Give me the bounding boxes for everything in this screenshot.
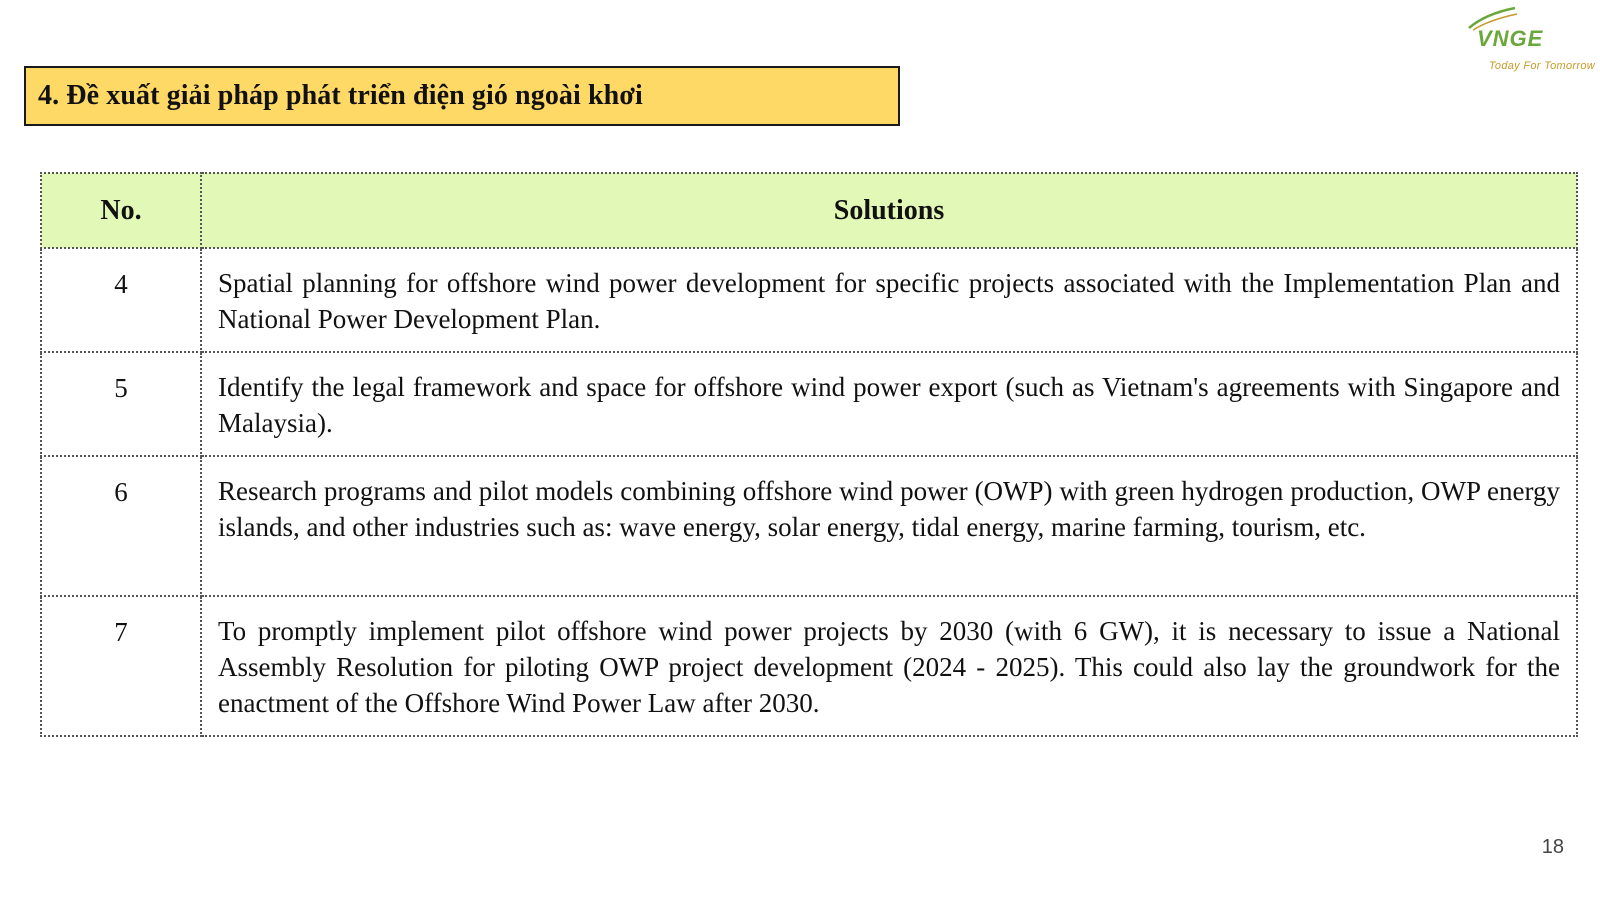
header-no: No. xyxy=(41,173,201,248)
table-row xyxy=(41,456,1577,596)
row-number: 6 xyxy=(41,456,201,596)
logo-name: VNGE xyxy=(1477,26,1544,51)
solutions-table xyxy=(40,172,1578,737)
vnge-logo xyxy=(1455,6,1595,76)
row-solution: To promptly implement pilot offshore wind power projects by 2030 (with 6 GW), it is necessary to issue a National Assembly Resolution for piloting OWP project development (2024 - 2025). This could also lay the groundwork for the enactment of the Offshore Wind Power Law after 2030. xyxy=(201,596,1577,736)
logo-tagline: Today For Tomorrow xyxy=(1488,60,1595,72)
row-number: 7 xyxy=(41,596,201,736)
page-number: 18 xyxy=(1541,836,1564,858)
row-solution: Spatial planning for offshore wind power development for specific projects associated with the Implementation Plan and National Power Development Plan. xyxy=(201,248,1577,352)
row-solution: Research programs and pilot models combining offshore wind power (OWP) with green hydrogen production, OWP energy islands, and other industries such as: wave energy, solar energy, tidal energy, marine farming, tourism, etc. xyxy=(201,456,1577,596)
row-number: 5 xyxy=(41,352,201,456)
table-row xyxy=(41,352,1577,456)
row-solution: Identify the legal framework and space for offshore wind power export (such as Vietnam's agreements with Singapore and Malaysia). xyxy=(201,352,1577,456)
header-solutions: Solutions xyxy=(201,173,1577,248)
row-number: 4 xyxy=(41,248,201,352)
table-row xyxy=(41,596,1577,736)
slide-title-box xyxy=(24,66,900,126)
table-header-row xyxy=(41,173,1577,248)
table-row xyxy=(41,248,1577,352)
slide-title: 4. Đề xuất giải pháp phát triển điện gió ngoài khơi xyxy=(38,80,643,111)
